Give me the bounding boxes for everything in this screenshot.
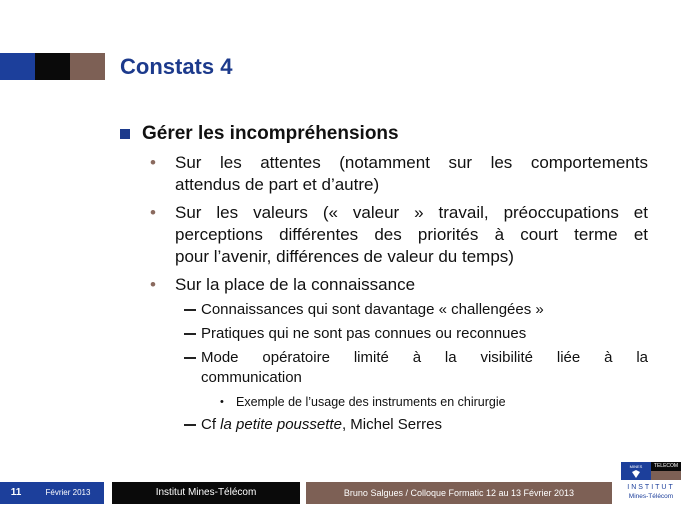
logo-telecom-label: TELECOM <box>651 462 681 480</box>
logo-mark <box>621 462 681 480</box>
example-text: Exemple de l’usage des instruments en chirurgie <box>236 395 506 409</box>
institut-logo <box>617 462 685 510</box>
logo-institut-label: INSTITUT <box>627 484 675 491</box>
logo-shield-icon <box>621 462 651 480</box>
header-black-block <box>35 53 70 80</box>
footer-date: Février 2013 <box>32 482 104 504</box>
bullet-line: Sur la place de la connaissance <box>175 275 416 294</box>
bullet-item <box>118 152 648 196</box>
sub-item <box>118 348 648 388</box>
logo-mines-block <box>621 462 651 480</box>
cf-prefix: Cf <box>201 416 221 433</box>
dash-bullet-icon <box>184 309 196 311</box>
svg-text:MINES: MINES <box>629 464 643 469</box>
page-number: 11 <box>0 482 32 504</box>
bullet-item <box>118 202 648 268</box>
square-bullet-icon <box>120 129 130 139</box>
logo-brown-block <box>651 471 681 480</box>
dash-bullet-icon <box>184 424 196 426</box>
dash-bullet-icon <box>184 357 196 359</box>
bullet-line: Sur les valeurs (« valeur » travail, préoccupations et <box>175 203 648 222</box>
dot-bullet-icon: • <box>150 153 156 172</box>
slide-content <box>118 122 648 435</box>
sub-item <box>118 300 648 320</box>
footer-credit: Bruno Salgues / Colloque Formatic 12 au 13 Février 2013 <box>306 482 612 504</box>
header-blue-block <box>0 53 35 80</box>
sub-item <box>118 324 648 344</box>
header-brown-block <box>70 53 105 80</box>
sub-item-text: Connaissances qui sont davantage « challengées » <box>201 301 544 318</box>
footer <box>0 478 689 510</box>
bullet-item <box>118 274 648 296</box>
small-bullet-icon: • <box>220 396 224 408</box>
example-item <box>118 393 648 411</box>
dot-bullet-icon: • <box>150 203 156 222</box>
cf-book-title: la petite poussette <box>220 416 342 433</box>
logo-text <box>617 483 685 501</box>
dash-bullet-icon <box>184 333 196 335</box>
logo-name-label: Mines-Télécom <box>628 493 674 500</box>
main-bullet <box>118 122 648 146</box>
bullet-line: Sur les attentes (notamment sur les comportements <box>175 153 648 172</box>
sub-item-text: Mode opératoire limité à la visibilité liée à la <box>201 349 648 366</box>
footer-institution: Institut Mines-Télécom <box>112 482 300 504</box>
sub-item-text: Pratiques qui ne sont pas connues ou reconnues <box>201 325 527 342</box>
cf-suffix: , Michel Serres <box>341 416 442 433</box>
bullet-line: pour l’avenir, différences de valeur du temps) <box>175 247 514 266</box>
bullet-line: attendus de part et d’autre) <box>175 175 380 194</box>
bullet-line: perceptions différentes des priorités à court terme et <box>175 225 648 244</box>
main-bullet-text: Gérer les incompréhensions <box>142 123 399 144</box>
dot-bullet-icon: • <box>150 275 156 294</box>
sub-item <box>118 415 648 435</box>
slide-title: Constats 4 <box>120 54 233 79</box>
sub-item-text: communication <box>201 369 302 386</box>
